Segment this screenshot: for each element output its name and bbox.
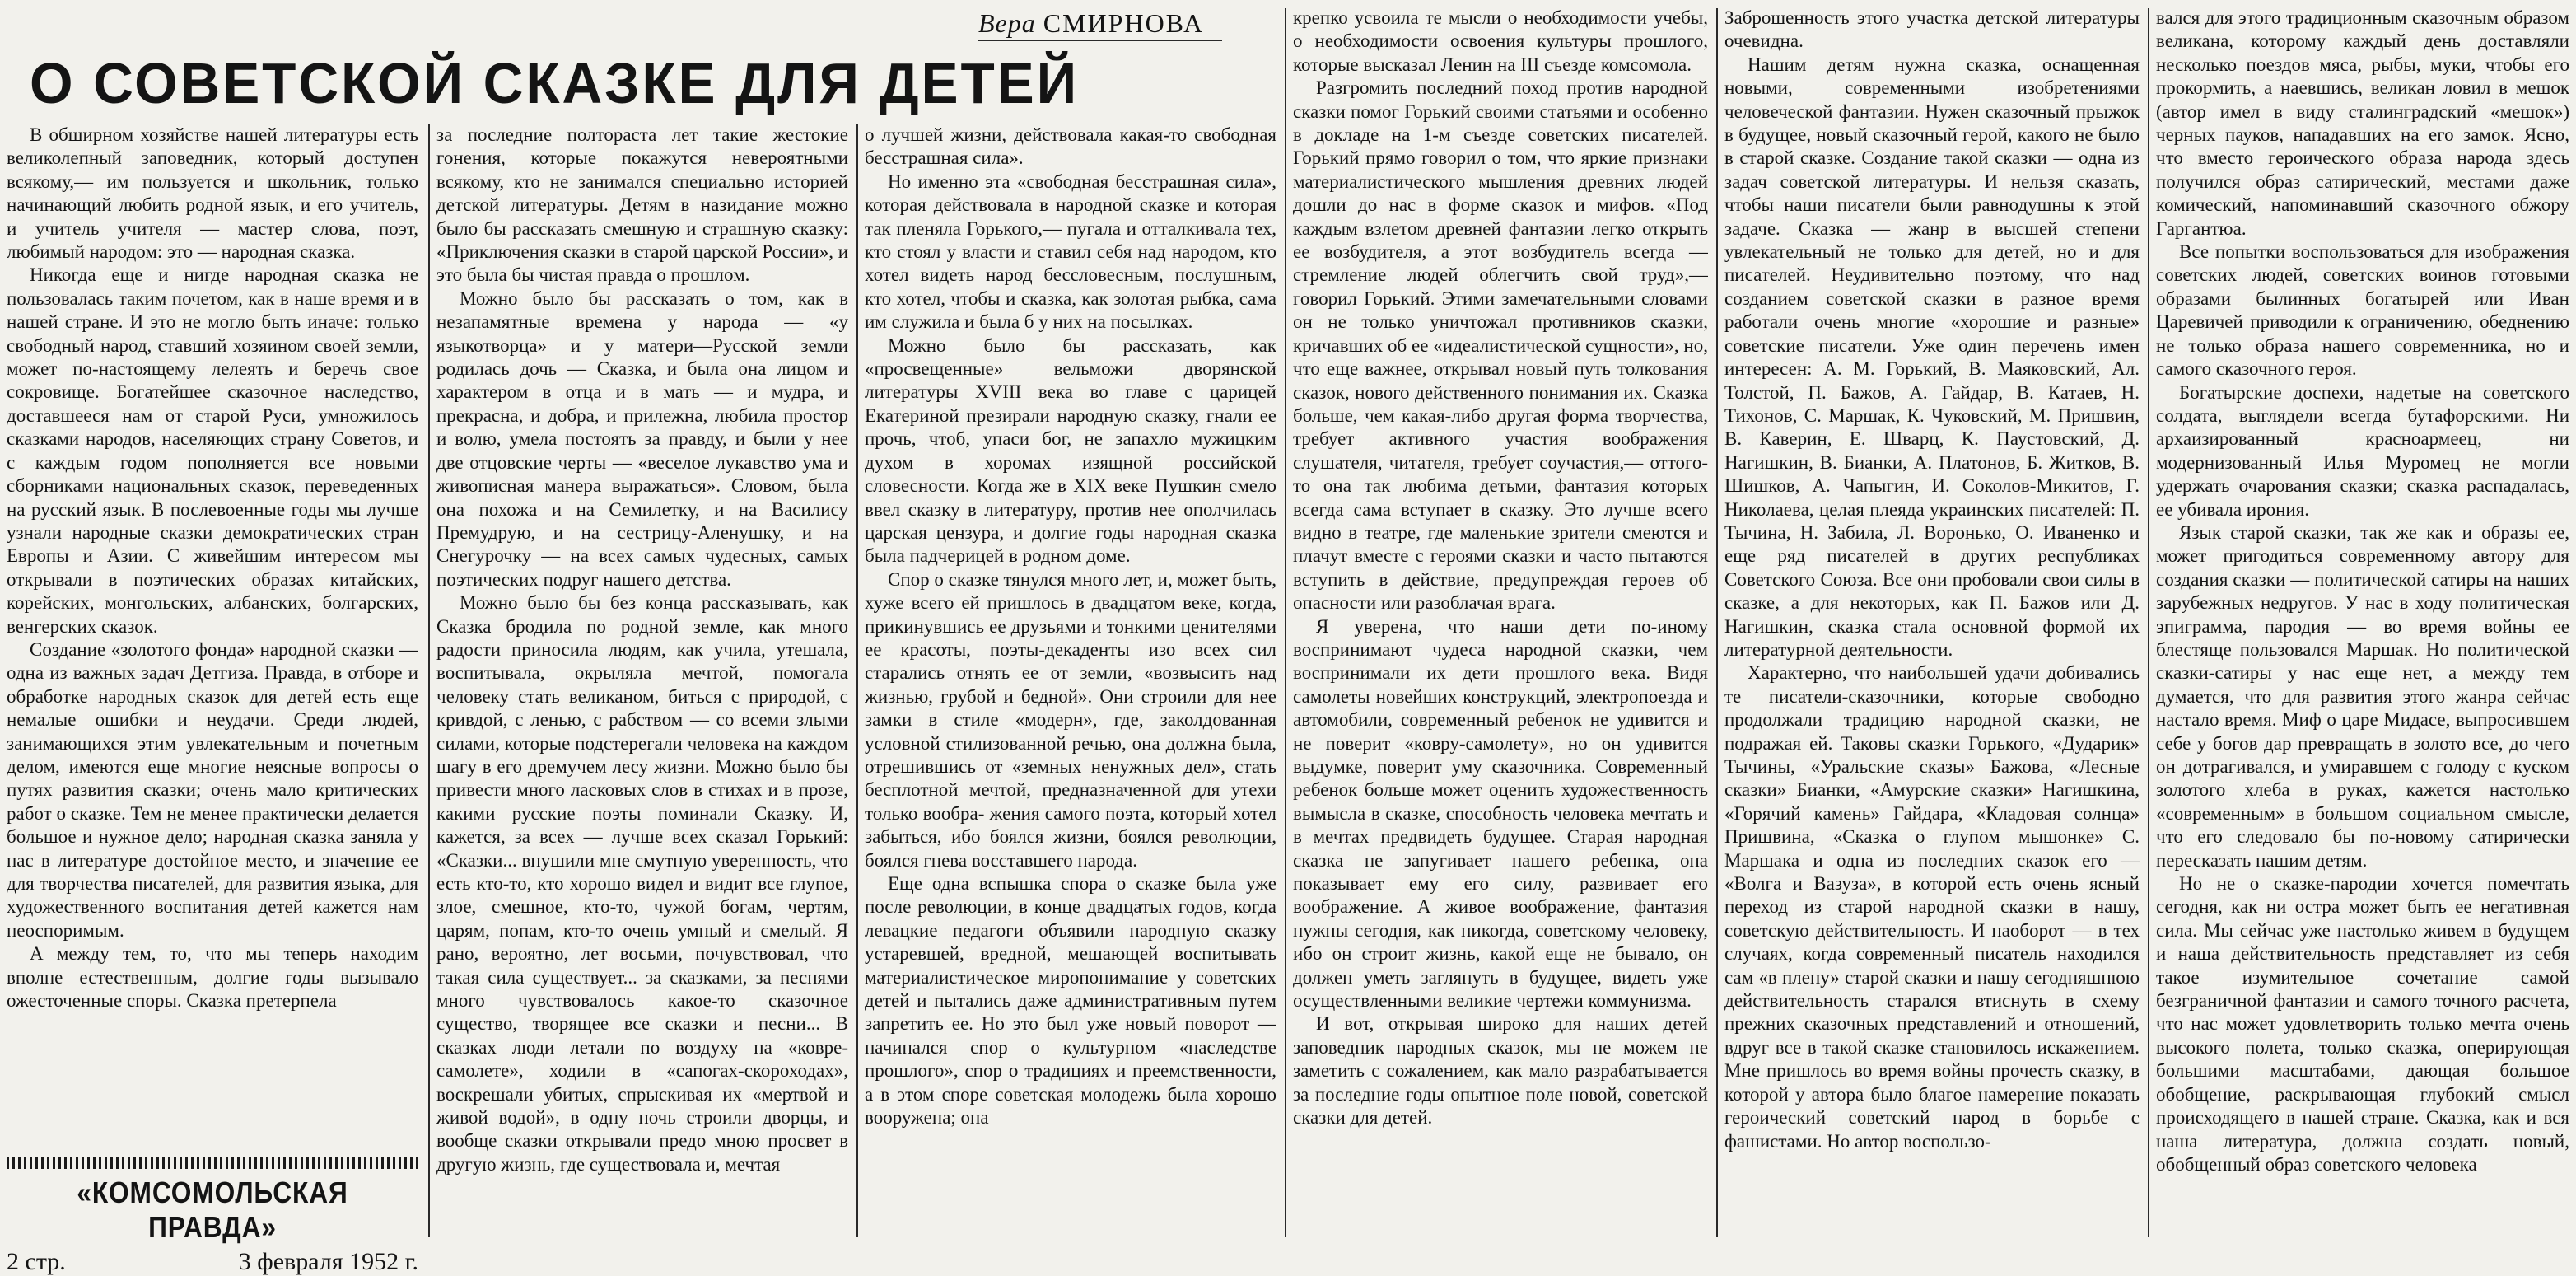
paragraph: Все попытки воспользоваться для изображения советских людей, советских воинов готовыми образами былинных богатырей или Иван Царевичей приводили к ограничению, обеднению не только образа нашего современника, но и самого сказочного героя. [2156, 241, 2569, 380]
author-surname: СМИРНОВА [1043, 8, 1205, 38]
article-column-5 [1724, 7, 2140, 1237]
paragraph: Никогда еще и нигде народная сказка не пользовалась таким почетом, как в наше время и в нашей стране. И это не могло быть иначе: только свободный народ, ставший хозяином своей земли, может по-настоящему лелеять и беречь свое сокровище. Богатейшее сказочное наследство, доставшееся нам от старой Руси, умножилось сказками народов, населяющих страну Советов, и с каждым годом пополняется все новыми сборниками национальных сказок, переведенных на русский язык. В послевоенные годы мы лучше узнали народные сказки демократических стран Европы и Азии. С живейшим интересом мы открывали в поэтических образах китайских, корейских, монгольских, албанских, болгарских, венгерских сказок. [7, 264, 418, 637]
author-first-name: Вера [978, 8, 1036, 38]
paragraph: Но не о сказке-пародии хочется помечтать сегодня, как ни остра может быть ее негативная сила. Мы сейчас уже настолько живем в будущем и наша действительность представляет из себя такое изумительное сочетание самой безграничной фантазии и самого точного расчета, что нас может удовлетворить только мечта очень высокого полета, только сказка, оперирующая большими масштабами, дающая большое обобщение, раскрывающая глубокий смысл происходящего в нашей стране. Сказка, как и вся наша литература, должна создать новый, обобщенный образ советского человека [2156, 873, 2569, 1175]
issue-date: 3 февраля 1952 г. [238, 1248, 418, 1275]
paragraph: Можно было бы без конца рассказывать, как Сказка бродила по родной земле, как много радости приносила людям, как учила, утешала, воспитывала, окрыляла мечтой, помогала человеку стать великаном, биться с природой, с кривдой, с ленью, с рабством — со всеми злыми силами, которые подстерегали человека на каждом шагу в его дремучем лесу жизни. Можно было бы привести много ласковых слов в стихах и в прозе, какими русские поэты поминали Сказку. И, кажется, за всех — лучше всех сказал Горький: «Сказки... внушили мне смутную уверенность, что есть кто-то, кто хорошо видел и видит все глупое, злое, смешное, кто-то, чужой богам, чертям, царям, попам, кто-то очень умный и смелый. Я рано, вероятно, лет восьми, почувствовал, что такая сила существует... за сказками, за песнями много чувствовалось какое-то сказочное существо, творящее все сказки и песни... В сказках люди летали по воздуху на «ковре-самолете», ходили в «сапогах-скороходах», воскрешали убитых, спрыскивая их «мертвой и живой водой», в одну ночь строили дворцы, и вообще сказки открывали предо мною просвет в другую жизнь, где существовала и, мечтая [436, 592, 848, 1175]
column-rule [1716, 8, 1718, 1237]
paragraph: Характерно, что наибольшей удачи добивались те писатели-сказочники, которые свободно продолжали традицию народной сказки, не подражая ей. Таковы сказки Горького, «Дударик» Тычины, «Уральские сказы» Бажова, «Лесные сказки» Бианки, «Амурские сказки» Нагишкина, «Горячий камень» Гайдара, «Кладовая солнца» Пришвина, «Сказка о глупом мышонке» С. Маршака и одна из последних сказок его — «Волга и Вазуза», в которой есть очень ясный переход из старой народной сказки в нашу, советскую действительность. И наоборот — в тех случаях, когда современный писатель находился сам «в плену» старой сказки и нашу сегодняшнюю действительность старался втиснуть в схему прежних сказочных представлений и отношений, вдруг все в такой сказке становилось искажением. Мне пришлось во время войны прочесть сказку, в которой у автора было благое намерение показать героический советский народ в борьбе с фашистами. Но автор воспользо- [1724, 662, 2140, 1152]
paragraph: Можно было бы рассказать, как «просвещенные» вельможи дворянской литературы XVIII века во главе с царицей Екатериной презирали народную сказку, гнали ее прочь, чтоб, упаси бог, не запахло мужицким духом в хоромах изящной российской словесности. Когда же в XIX веке Пушкин смело ввел сказку в литературу, против нее ополчилась царская цензура, и долгие годы народная сказка была падчерицей в родном доме. [865, 334, 1276, 567]
newspaper-name: «КОМСОМОЛЬСКАЯ ПРАВДА» [77, 1176, 348, 1244]
paragraph: вался для этого традиционным сказочным образом великана, которому каждый день доставляли несколько поездов мяса, рыбы, муки, чтобы его прокормить, а наевшись, великан ловил в мешок (автор имел в виду сталинградский «мешок») черных пауков, нападавших на его замок. Ясно, что вместо героического образа народа здесь получился образ сатирический, местами даже комический, напоминавший сказочного обжору Гаргантюа. [2156, 7, 2569, 239]
paragraph: крепко усвоила те мысли о необходимости учебы, о необходимости освоения культуры прошлого, которые высказал Ленин на III съезде комсомола. [1293, 7, 1708, 75]
column-rule [856, 124, 858, 1237]
paragraph: Язык старой сказки, так же как и образы ее, может пригодиться современному автору для создания сказки — политической сатиры на наших зарубежных недругов. У нас в ходу политическая эпиграмма, пародия — во время войны ее блестяще пользовался Маршак. Но политической сказки-сатиры у нас еще нет, а между тем думается, что для развития этого жанра сейчас настало время. Миф о царе Мидасе, выпросившем себе у богов дар превращать в золото все, до чего он дотрагивался, и умиравшем с голоду с куском золотого хлеба в руках, кажется настолько «современным» в большом социальном смысле, что его следовало бы по-новому сатирически пересказать нашим детям. [2156, 521, 2569, 871]
paragraph: Но именно эта «свободная бесстрашная сила», которая действовала в народной сказке и которая так пленяла Горького,— пугала и отталкивала тех, кто стоял у власти и ставил себя над народом, кто хотел видеть народ бессловесным, послушным, кто хотел, чтобы и сказка, как золотая рыбка, сама им служила и была б у них на посылках. [865, 171, 1276, 333]
masthead-meta [7, 1248, 418, 1276]
column-rule [1285, 8, 1286, 1237]
article-column-2 [436, 124, 848, 1227]
article-column-3 [865, 124, 1276, 1227]
paragraph: Спор о сказке тянулся много лет, и, может быть, хуже всего ей пришлось в двадцатом веке, когда, прикинувшись ее друзьями и тонкими ценителями ее красоты, поэты-декаденты изо всех сил старались отнять ее от земли, «возвысить над жизнью, грубой и бедной». Они строили для нее замки в стиле «модерн», где, заколдованная условной стилизованной речью, она должна была, отрешившись от «земных ненужных дел», стать бесплотной мечтой, предназначенной для утехи только вообра- жения самого поэта, который хотел забыться, ибо боялся жизни, боялся революции, боялся гнева восставшего народа. [865, 568, 1276, 871]
masthead-ornament [7, 1157, 418, 1169]
paragraph: Можно было бы рассказать о том, как в незапамятные времена у народа — «у языкотворца» и у матери—Русской земли родилась дочь — Сказка, и была она лицом и характером в отца и в мать — и мудра, и прекрасна, и добра, и прилежна, любила простор и волю, умела постоять за правду, и были у нее две отцовские черты — «веселое лукавство ума и живописная манера выражаться». Словом, была она похожа и на Семилетку, и на Василису Премудрую, и на сестрицу-Аленушку, и на Снегурочку — на всех самых чудесных, самых поэтических подруг нашего детства. [436, 287, 848, 590]
column-rule [2148, 8, 2149, 1237]
article-column-4 [1293, 7, 1708, 1237]
paragraph: А между тем, то, что мы теперь находим вполне естественным, долгие годы вызывало ожесточенные споры. Сказка претерпела [7, 943, 418, 1012]
paragraph: Нашим детям нужна сказка, оснащенная новыми, современными изобретениями человеческой фантазии. Нужен сказочный прыжок в будущее, новый сказочный герой, какого не было в старой сказке. Создание такой сказки — одна из задач советской литературы. И нельзя сказать, чтобы наши писатели были равнодушны к этой задаче. Сказка — жанр в высшей степени увлекательный не только для детей, но и для писателей. Неудивительно поэтому, что над созданием советской сказки в разное время работали очень многие «хорошие и разные» советские писатели. Уже один перечень имен интересен: А. М. Горький, В. Маяковский, Ал. Толстой, П. Бажов, А. Гайдар, В. Катаев, Н. Тихонов, С. Маршак, К. Чуковский, М. Пришвин, В. Каверин, Е. Шварц, К. Паустовский, Д. Нагишкин, В. Бианки, А. Платонов, Б. Житков, В. Шишков, А. Чапыгин, И. Соколов-Микитов, Г. Николаева, целая плеяда украинских писателей: П. Тычина, Н. Забила, Л. Воронько, О. Иваненко и еще ряд писателей в других республиках Советского Союза. Все они пробовали свои силы в сказке, а для некоторых, как П. Бажов или Д. Нагишкин, сказка стала основной формой их литературной деятельности. [1724, 54, 2140, 660]
paragraph: Богатырские доспехи, надетые на советского солдата, выглядели всегда бутафорскими. Ни архаизированный красноармеец, ни модернизованный Илья Муромец не могли удержать очарования сказки; сказка распадалась, ее убивала ирония. [2156, 381, 2569, 520]
paragraph: В обширном хозяйстве нашей литературы есть великолепный заповедник, который доступен всякому,— им пользуется и школьник, только начинающий любить родной язык, и его учитель, и учитель учителя — мастер слова, поэт, любимый народом: это — народная сказка. [7, 124, 418, 263]
paragraph: Заброшенность этого участка детской литературы очевидна. [1724, 7, 2140, 52]
byline-rule [978, 40, 1222, 41]
article-byline [978, 7, 1217, 40]
paragraph: Создание «золотого фонда» народной сказки — одна из важных задач Детгиза. Правда, в отборе и обработке народных сказок для детей есть еще немалые ошибки и неудачи. Среди людей, занимающихся этим увлекательным и почетным делом, имеются еще многие неясные вопросы о путях развития сказки; очень мало критических работ о сказке. Тем не менее практически делается большое и нужное дело; народная сказка заняла у нас в литературе достойное место, и значение ее для творчества писателей, для развития языка, для художественного воспитания детей кажется нам неоспоримым. [7, 638, 418, 941]
page-number: 2 стр. [7, 1248, 66, 1275]
masthead [7, 1157, 418, 1275]
paragraph: Еще одна вспышка спора о сказке была уже после революции, в конце двадцатых годов, когда левацкие педагоги объявили народную сказку устаревшей, вредной, мешающей воспитывать материалистическое миропонимание у советских детей и пытались даже административным путем запретить ее. Но это был уже новый поворот — начинался спор о культурном «наследстве прошлого», спор о традициях и преемственности, а в этом споре советская молодежь была хорошо вооружена; она [865, 873, 1276, 1129]
paragraph: И вот, открывая широко для наших детей заповедник народных сказок, мы не можем не заметить с сожалением, как мало разрабатывается за последние годы опытное поле новой, советской сказки для детей. [1293, 1013, 1708, 1129]
paragraph: Я уверена, что наши дети по-иному воспринимают чудеса народной сказки, чем воспринимали их дети прошлого века. Видя самолеты новейших конструкций, электропоезда и автомобили, современный ребенок не удивится и не поверит «ковру-самолету», но он удивится выдумке, поверит уму сказочника. Современный ребенок больше может оценить художественность вымысла в сказке, способность человека мечтать и в мечтах предвидеть будущее. Старая народная сказка не запугивает нашего ребенка, она показывает ему его силу, развивает его воображение. А живое воображение, фантазия нужны сегодня, как никогда, советскому человеку, ибо он строит жизнь, какой еще не бывало, он должен уметь заглянуть в будущее, видеть уже осуществленными великие чертежи коммунизма. [1293, 615, 1708, 1012]
column-rule [428, 124, 430, 1237]
article-column-1 [7, 124, 418, 1054]
article-title: О СОВЕТСКОЙ СКАЗКЕ ДЛЯ ДЕТЕЙ [30, 51, 1080, 115]
paragraph: за последние полтораста лет такие жестокие гонения, которые покажутся невероятными всякому, кто не занимался специально историей детской литературы. Детям в назидание можно было бы рассказать смешную и страшную сказку: «Приключения сказки в старой царской России», и это была бы чистая правда о прошлом. [436, 124, 848, 286]
paragraph: Разгромить последний поход против народной сказки помог Горький своими статьями и особенно в докладе на 1-м съезде советских писателей. Горький прямо говорил о том, что яркие признаки материалистического мышления древних людей дошли до нас в форме сказок и мифов. «Под каждым взлетом древней фантазии легко открыть ее возбудителя, а этот возбудитель всегда — стремление людей облегчить свой труд»,— говорил Горький. Этими замечательными словами он не только уничтожал противников сказки, кричавших об ее «идеалистической сущности», но, что еще важнее, открывал новый путь толкования сказок, нового действенного понимания их. Сказка больше, чем какая-либо другая форма творчества, требует активного участия воображения слушателя, читателя, требует соучастия,— оттого-то она так любима детьми, фантазия которых всегда сама вступает в сказку. Это лучше всего видно в театре, где маленькие зрители смеются и плачут вместе с героями сказки и часто пытаются вступить в действие, предупреждая героев об опасности или разоблачая врага. [1293, 77, 1708, 614]
article-column-6 [2156, 7, 2569, 1237]
paragraph: о лучшей жизни, действовала какая-то свободная бесстрашная сила». [865, 124, 1276, 169]
